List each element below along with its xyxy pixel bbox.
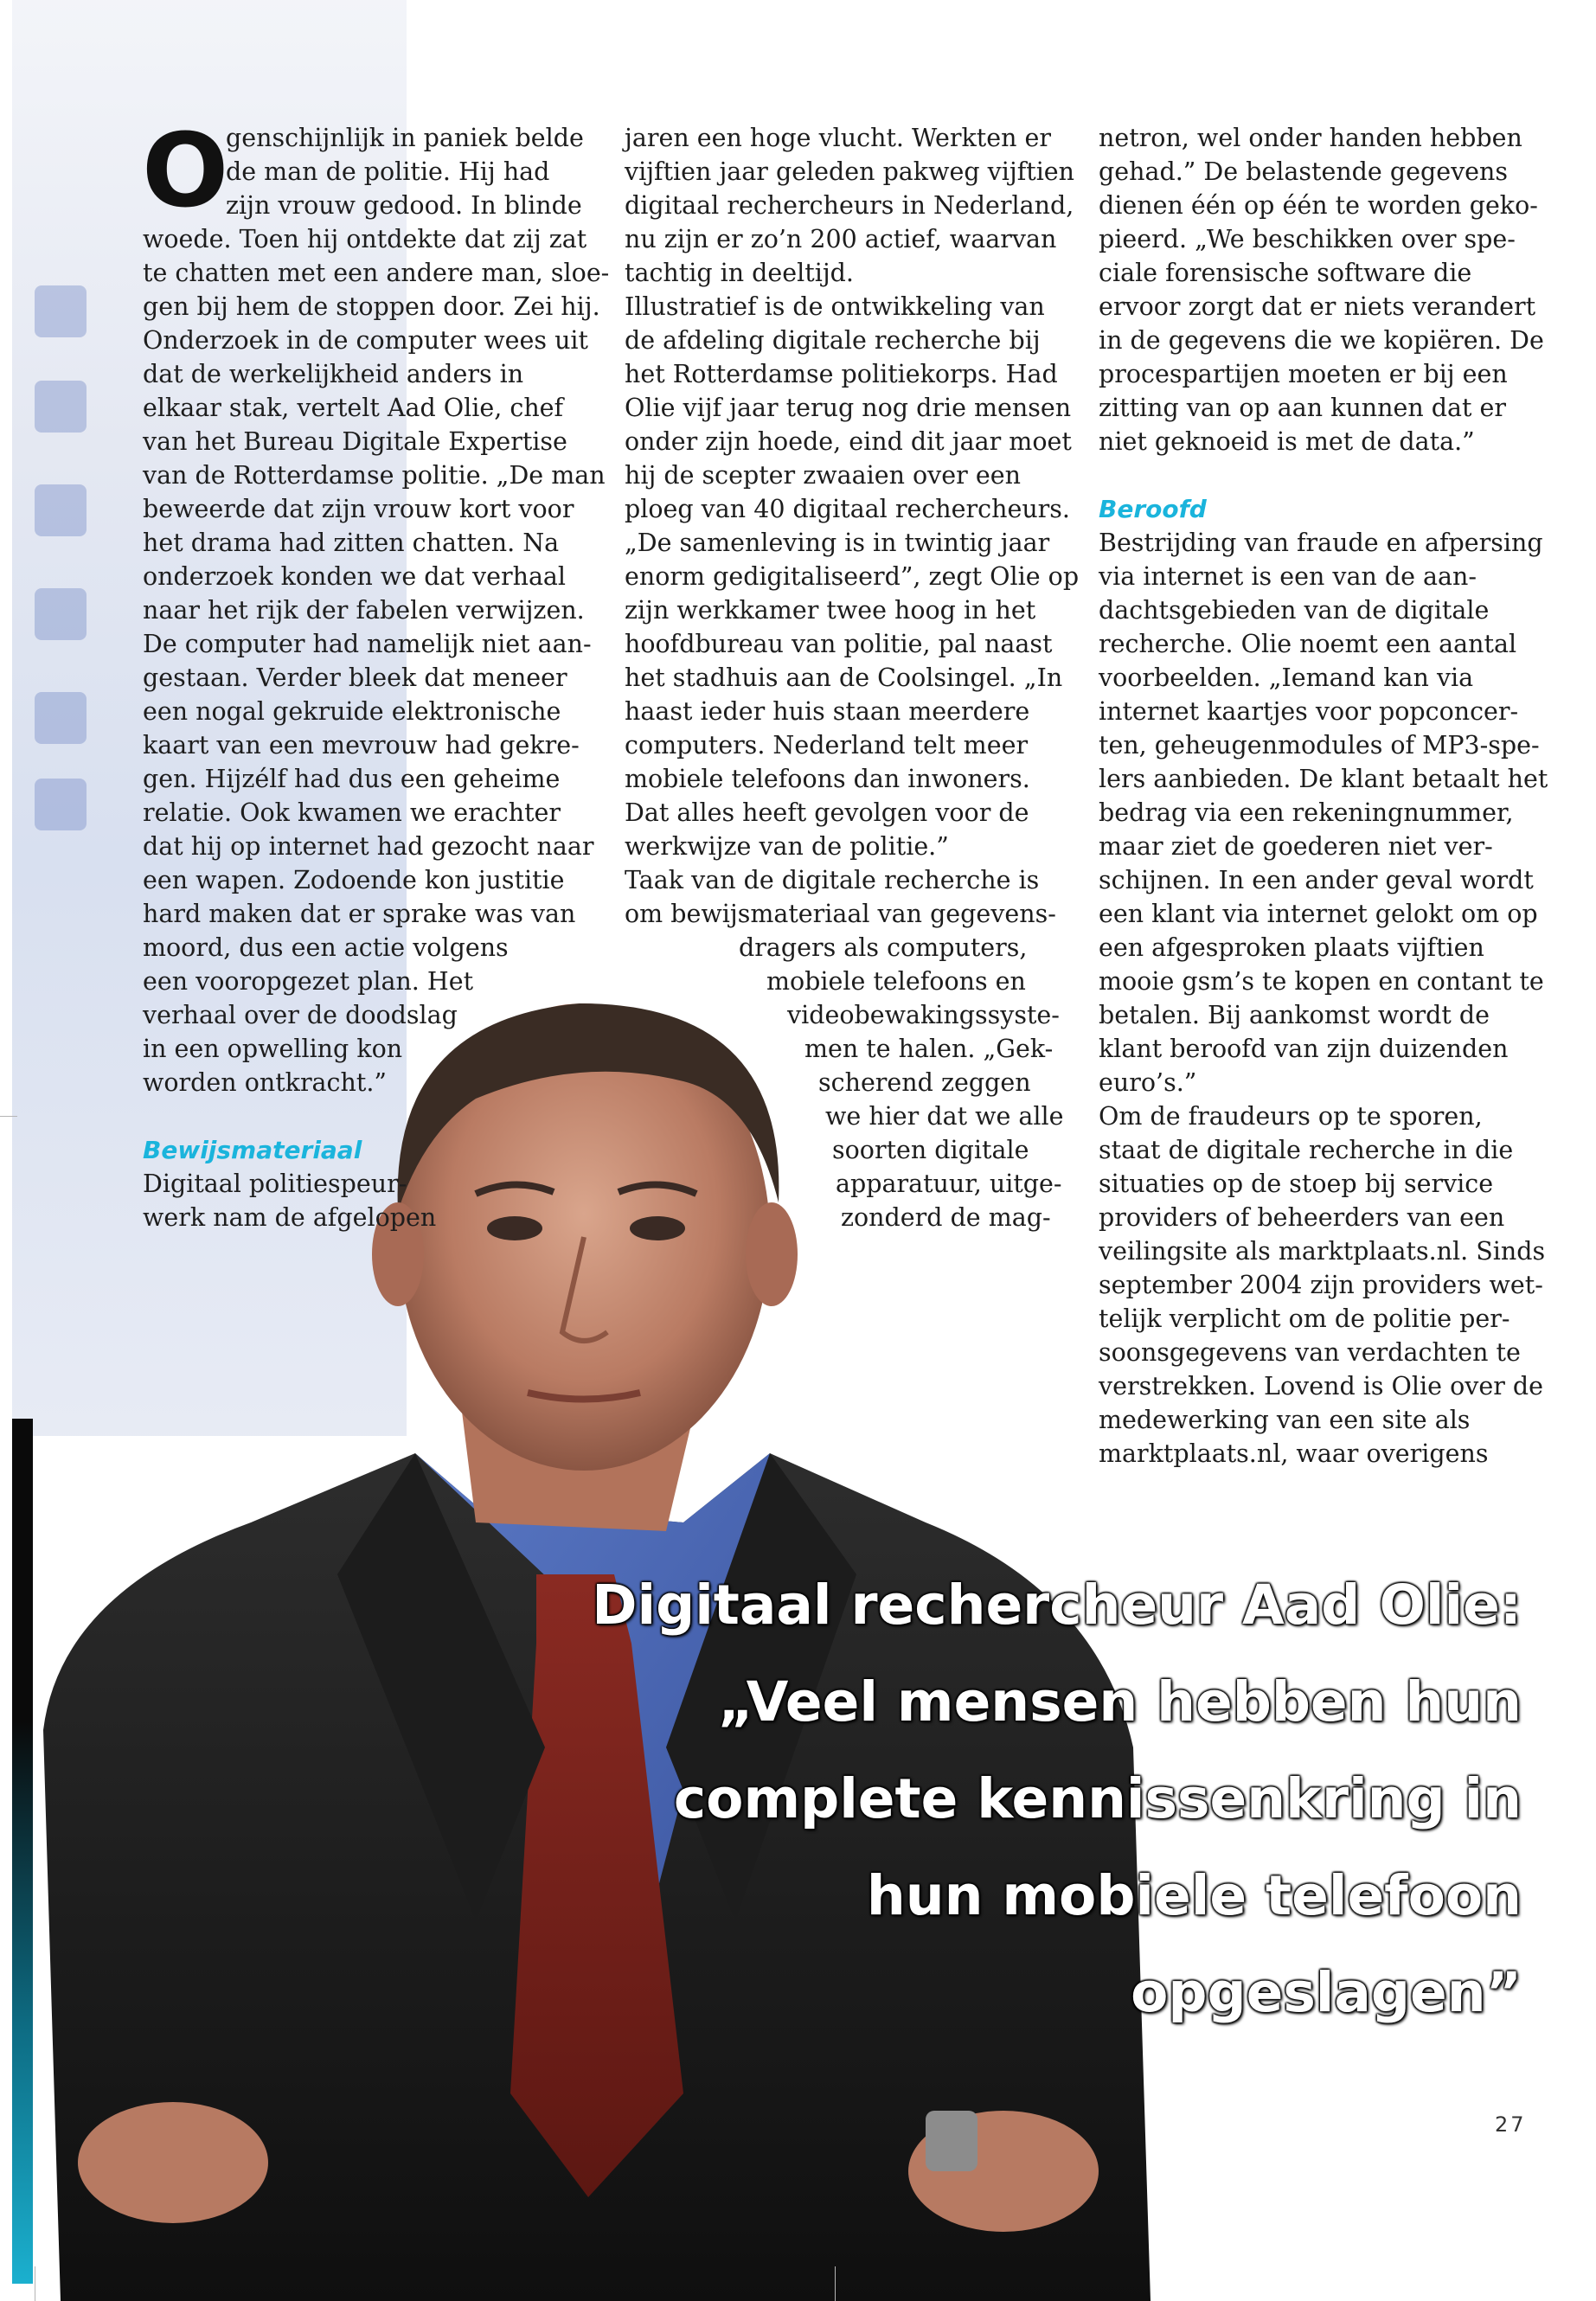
text-line: scherend zeggen [818, 1068, 1031, 1097]
text-line: soonsgegevens van verdachten te [1099, 1338, 1521, 1367]
text-line: Illustratief is de ontwikkeling van [625, 292, 1045, 321]
text-line: men te halen. „Gek- [804, 1035, 1054, 1063]
text-line: naar het rijk der fabelen verwijzen. [143, 596, 585, 625]
desktop-icon [35, 285, 87, 337]
text-line: enorm gedigitaliseerd”, zegt Olie op [625, 562, 1080, 591]
text-line: zijn vrouw gedood. In blinde [226, 191, 582, 220]
text-line: werkwijze van de politie.” [625, 832, 949, 861]
text-line: telijk verplicht om de politie per- [1099, 1304, 1510, 1333]
desktop-icon [35, 381, 87, 433]
column-1 [142, 111, 610, 1234]
text-line: ciale forensische software die [1099, 259, 1472, 287]
text-line: elkaar stak, vertelt Aad Olie, chef [143, 394, 564, 422]
text-line: situaties op de stoep bij service [1099, 1170, 1494, 1198]
text-line: euro’s.” [1099, 1068, 1197, 1097]
pull-quote-line: complete kennissenkring in [673, 1767, 1522, 1830]
text-line: we hier dat we alle [825, 1102, 1064, 1131]
text-line: mooie gsm’s te kopen en contant te [1099, 967, 1544, 996]
page-margin [0, 0, 12, 2301]
text-line: niet geknoeid is met de data.” [1099, 427, 1475, 456]
text-line: dat de werkelijkheid anders in [143, 360, 524, 388]
text-line: gen. Hijzélf had dus een geheime [143, 765, 561, 793]
text-line: een nogal gekruide elektronische [143, 697, 561, 726]
text-line: de man de politie. Hij had [226, 157, 550, 186]
page-number: 27 [1495, 2112, 1527, 2137]
text-line: Bestrijding van fraude en afpersing [1099, 529, 1543, 557]
subhead-beroofd: Beroofd [1099, 495, 1207, 523]
column-1-body [142, 111, 610, 1099]
pull-quote [484, 1557, 1522, 2041]
text-line: nu zijn er zo’n 200 actief, waarvan [625, 225, 1057, 253]
drop-cap: O [142, 111, 229, 230]
text-line: ten, geheugenmodules of MP3-spe- [1099, 731, 1540, 760]
text-line: recherche. Olie noemt een aantal [1099, 630, 1517, 658]
text-line: dat hij op internet had gezocht naar [143, 832, 594, 861]
text-line: bedrag via een rekeningnummer, [1099, 798, 1514, 827]
text-line: gestaan. Verder bleek dat meneer [143, 663, 567, 692]
text-line: veilingsite als marktplaats.nl. Sinds [1099, 1237, 1546, 1266]
text-line: in de gegevens die we kopiëren. De [1099, 326, 1544, 355]
text-line: hij de scepter zwaaien over een [625, 461, 1021, 490]
text-line: van het Bureau Digitale Expertise [143, 427, 567, 456]
text-line: apparatuur, uitge- [836, 1170, 1062, 1198]
pull-quote-line: Digitaal rechercheur Aad Olie: [592, 1574, 1522, 1637]
text-line: woede. Toen hij ontdekte dat zij zat [143, 225, 587, 253]
text-line: moord, dus een actie volgens [143, 933, 509, 962]
text-line: worden ontkracht.” [143, 1068, 387, 1097]
text-line: zonderd de mag- [841, 1203, 1051, 1232]
text-line: Olie vijf jaar terug nog drie mensen [625, 394, 1072, 422]
text-line: Digitaal politiespeur- [143, 1170, 407, 1198]
text-line: verstrekken. Lovend is Olie over de [1099, 1372, 1543, 1400]
text-line: kaart van een mevrouw had gekre- [143, 731, 580, 760]
text-line: te chatten met een andere man, sloe- [143, 259, 610, 287]
text-line: klant beroofd van zijn duizenden [1099, 1035, 1509, 1063]
text-line: van de Rotterdamse politie. „De man [143, 461, 606, 490]
text-line: Taak van de digitale recherche is [625, 866, 1040, 894]
text-line: ervoor zorgt dat er niets verandert [1099, 292, 1536, 321]
text-line: computers. Nederland telt meer [625, 731, 1029, 760]
text-line: werk nam de afgelopen [143, 1203, 437, 1232]
text-line: „De samenleving is in twintig jaar [625, 529, 1050, 557]
text-line: onder zijn hoede, eind dit jaar moet [625, 427, 1072, 456]
desktop-icon [35, 779, 87, 830]
text-line: dragers als computers, [739, 933, 1028, 962]
desktop-icon [35, 588, 87, 640]
text-line: een afgesproken plaats vijftien [1099, 933, 1484, 962]
text-line: providers of beheerders van een [1099, 1203, 1505, 1232]
text-line: Dat alles heeft gevolgen voor de [625, 798, 1029, 827]
text-line: gen bij hem de stoppen door. Zei hij. [143, 292, 600, 321]
text-line: beweerde dat zijn vrouw kort voor [143, 495, 574, 523]
text-line: genschijnlijk in paniek belde [226, 124, 584, 152]
text-line: haast ieder huis staan meerdere [625, 697, 1030, 726]
text-line: een klant via internet gelokt om op [1099, 900, 1538, 928]
text-line: relatie. Ook kwamen we erachter [143, 798, 561, 827]
desktop-icon [35, 484, 87, 536]
text-line: digitaal rechercheurs in Nederland, [625, 191, 1074, 220]
text-line: internet kaartjes voor popconcer- [1099, 697, 1519, 726]
pull-quote-line: „Veel mensen hebben hun [717, 1670, 1522, 1734]
text-line: zitting van op aan kunnen dat er [1099, 394, 1507, 422]
crop-mark [0, 1116, 17, 1117]
text-line: onderzoek konden we dat verhaal [143, 562, 567, 591]
text-line: om bewijsmateriaal van gegevens- [625, 900, 1056, 928]
text-line: videobewakingssyste- [787, 1001, 1060, 1029]
text-line: mobiele telefoons en [766, 967, 1026, 996]
crop-mark [835, 2266, 836, 2301]
text-line: het stadhuis aan de Coolsingel. „In [625, 663, 1063, 692]
text-line: betalen. Bij aankomst wordt de [1099, 1001, 1490, 1029]
text-line: pieerd. „We beschikken over spe- [1099, 225, 1516, 253]
text-line: maar ziet de goederen niet ver- [1099, 832, 1493, 861]
text-line: mobiele telefoons dan inwoners. [625, 765, 1030, 793]
text-line: een vooropgezet plan. Het [143, 967, 474, 996]
text-line: hard maken dat er sprake was van [143, 900, 576, 928]
text-line: dienen één op één te worden geko- [1099, 191, 1538, 220]
text-line: ploeg van 40 digitaal rechercheurs. [625, 495, 1070, 523]
text-line: soorten digitale [832, 1136, 1029, 1164]
text-line: vijftien jaar geleden pakweg vijftien [625, 157, 1075, 186]
text-line: schijnen. In een ander geval wordt [1099, 866, 1534, 894]
text-line: de afdeling digitale recherche bij [625, 326, 1041, 355]
text-line: lers aanbieden. De klant betaalt het [1099, 765, 1548, 793]
text-line: voorbeelden. „Iemand kan via [1099, 663, 1474, 692]
text-line: hoofdbureau van politie, pal naast [625, 630, 1053, 658]
pull-quote-line: opgeslagen” [1131, 1961, 1522, 2024]
column-3 [1099, 121, 1548, 1471]
text-line: procespartijen moeten er bij een [1099, 360, 1508, 388]
text-line: verhaal over de doodslag [143, 1001, 458, 1029]
column-2 [625, 121, 1080, 1234]
subhead-bewijsmateriaal: Bewijsmateriaal [143, 1136, 362, 1164]
text-line: jaren een hoge vlucht. Werkten er [625, 124, 1051, 152]
text-line: via internet is een van de aan- [1099, 562, 1477, 591]
text-line: Onderzoek in de computer wees uit [143, 326, 589, 355]
text-line: marktplaats.nl, waar overigens [1099, 1439, 1489, 1468]
text-line: gehad.” De belastende gegevens [1099, 157, 1509, 186]
text-line: dachtsgebieden van de digitale [1099, 596, 1490, 625]
text-line: het drama had zitten chatten. Na [143, 529, 560, 557]
text-line: in een opwelling kon [143, 1035, 403, 1063]
desktop-icon [35, 692, 87, 744]
text-line: het Rotterdamse politiekorps. Had [625, 360, 1058, 388]
text-line: zijn werkkamer twee hoog in het [625, 596, 1036, 625]
text-line: medewerking van een site als [1099, 1406, 1471, 1434]
text-line: september 2004 zijn providers wet- [1099, 1271, 1543, 1299]
text-line: een wapen. Zodoende kon justitie [143, 866, 565, 894]
pull-quote-line: hun mobiele telefoon [866, 1864, 1522, 1927]
text-line: Om de fraudeurs op te sporen, [1099, 1102, 1483, 1131]
text-line: netron, wel onder handen hebben [1099, 124, 1522, 152]
text-line: tachtig in deeltijd. [625, 259, 854, 287]
text-line: De computer had namelijk niet aan- [143, 630, 592, 658]
accent-bar [12, 1419, 33, 2284]
text-line: staat de digitale recherche in die [1099, 1136, 1514, 1164]
